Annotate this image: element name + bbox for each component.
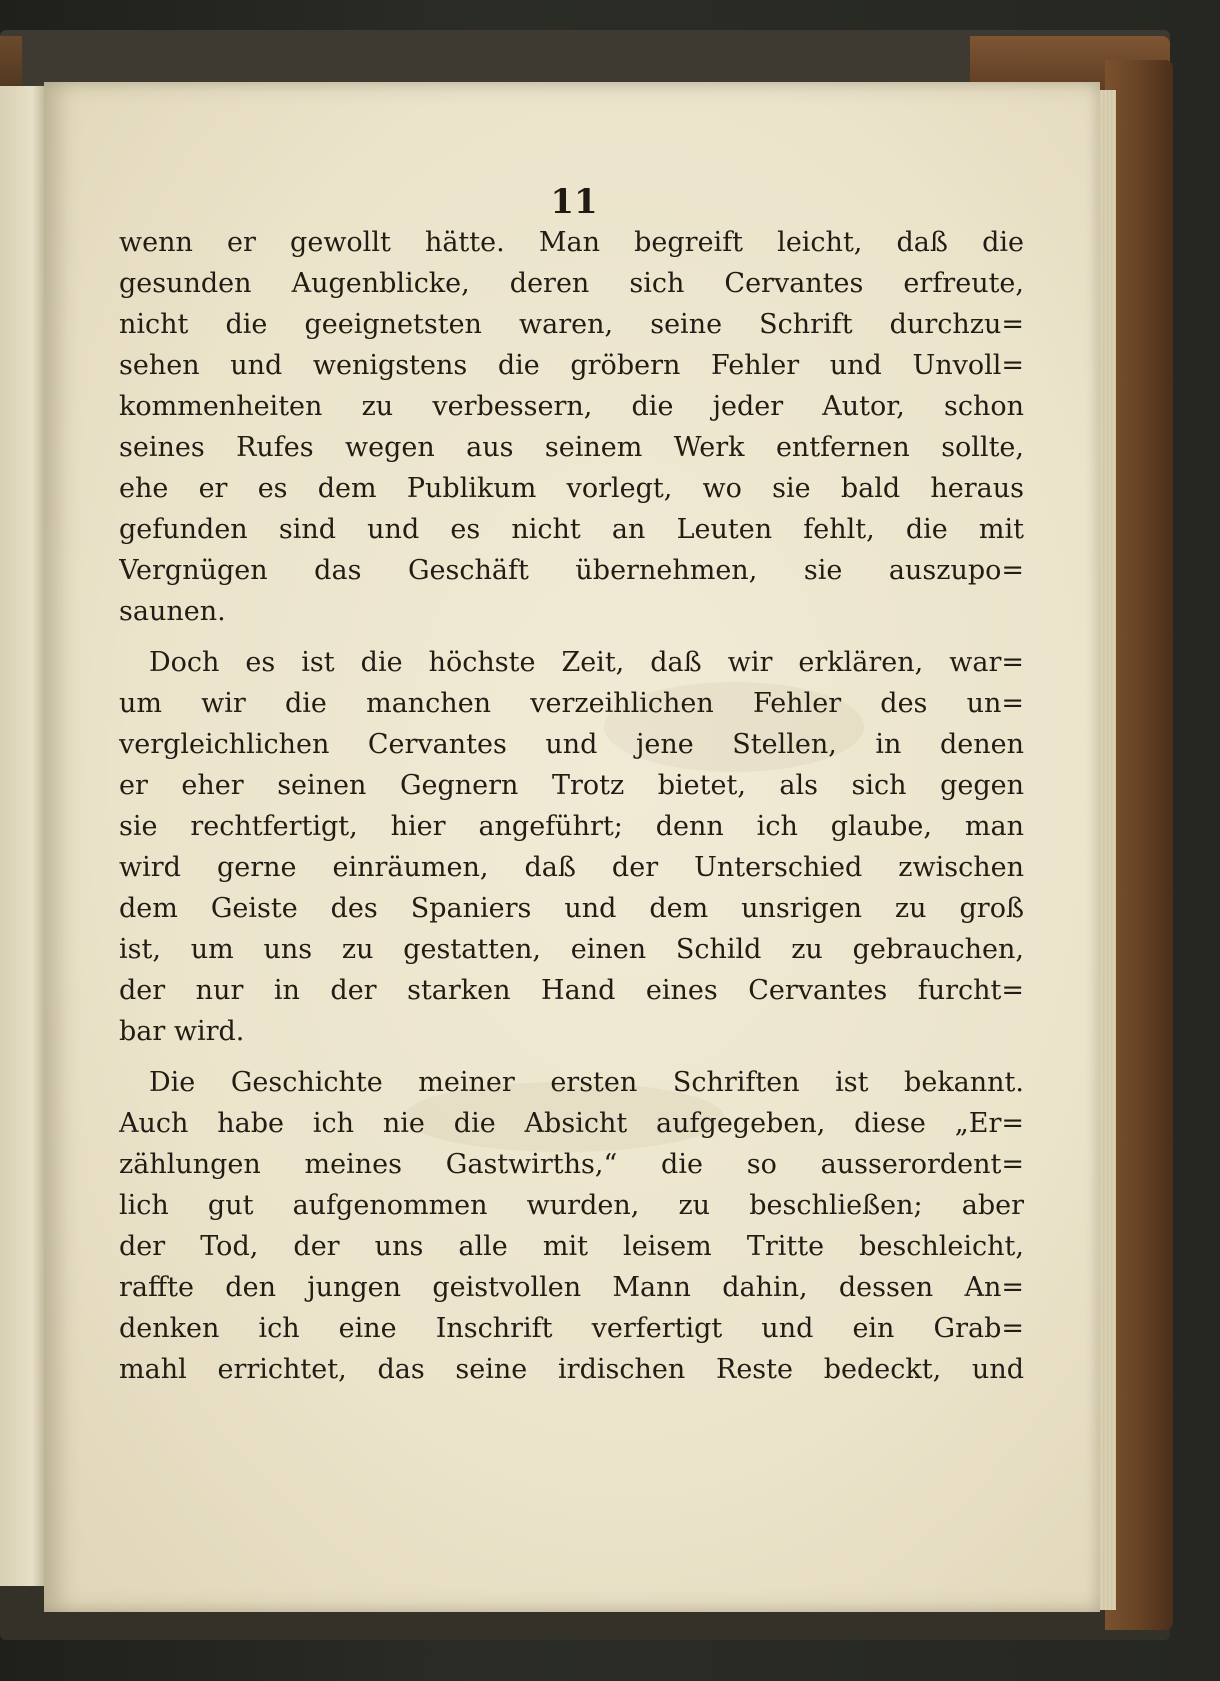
page-text bbox=[119, 222, 1024, 1390]
previous-page-edge bbox=[0, 86, 46, 1586]
text-line: der Tod, der uns alle mit leisem Tritte beschleicht, bbox=[119, 1231, 1024, 1262]
text-line: wenn er gewollt hätte. Man begreift leicht, daß die bbox=[119, 227, 1024, 258]
text-line: Vergnügen das Geschäft übernehmen, sie auszupo= bbox=[119, 555, 1024, 586]
page-number: 11 bbox=[550, 182, 598, 222]
text-line: raffte den jungen geistvollen Mann dahin, dessen An= bbox=[119, 1272, 1024, 1303]
text-line: der nur in der starken Hand eines Cervantes furcht= bbox=[119, 975, 1024, 1006]
text-line: nicht die geeignetsten waren, seine Schrift durchzu= bbox=[119, 309, 1024, 340]
text-line: lich gut aufgenommen wurden, zu beschließen; aber bbox=[119, 1190, 1024, 1221]
text-line: bar wird. bbox=[119, 1016, 245, 1047]
text-line: gefunden sind und es nicht an Leuten fehlt, die mit bbox=[119, 514, 1024, 545]
text-line: sie rechtfertigt, hier angeführt; denn ich glaube, man bbox=[119, 811, 1024, 842]
text-line: er eher seinen Gegnern Trotz bietet, als sich gegen bbox=[119, 770, 1024, 801]
text-line: ist, um uns zu gestatten, einen Schild zu gebrauchen, bbox=[119, 934, 1024, 965]
text-line: vergleichlichen Cervantes und jene Stellen, in denen bbox=[119, 729, 1024, 760]
book-page bbox=[44, 82, 1100, 1612]
text-line: seines Rufes wegen aus seinem Werk entfernen sollte, bbox=[119, 432, 1024, 463]
text-line: kommenheiten zu verbessern, die jeder Autor, schon bbox=[119, 391, 1024, 422]
text-line: dem Geiste des Spaniers und dem unsrigen zu groß bbox=[119, 893, 1024, 924]
text-line: Die Geschichte meiner ersten Schriften ist bekannt. bbox=[149, 1067, 1024, 1098]
text-line: wird gerne einräumen, daß der Unterschied zwischen bbox=[119, 852, 1024, 883]
text-line: ehe er es dem Publikum vorlegt, wo sie bald heraus bbox=[119, 473, 1024, 504]
text-line: saunen. bbox=[119, 596, 226, 627]
text-line: denken ich eine Inschrift verfertigt und ein Grab= bbox=[119, 1313, 1024, 1344]
text-line: gesunden Augenblicke, deren sich Cervantes erfreute, bbox=[119, 268, 1024, 299]
text-line: um wir die manchen verzeihlichen Fehler des un= bbox=[119, 688, 1024, 719]
text-line: Auch habe ich nie die Absicht aufgegeben, diese „Er= bbox=[119, 1108, 1024, 1139]
text-line: Doch es ist die höchste Zeit, daß wir erklären, war= bbox=[149, 647, 1024, 678]
text-line: mahl errichtet, das seine irdischen Reste bedeckt, und bbox=[119, 1354, 1024, 1385]
text-line: zählungen meines Gastwirths,“ die so ausserordent= bbox=[119, 1149, 1024, 1180]
text-line: sehen und wenigstens die gröbern Fehler und Unvoll= bbox=[119, 350, 1024, 381]
